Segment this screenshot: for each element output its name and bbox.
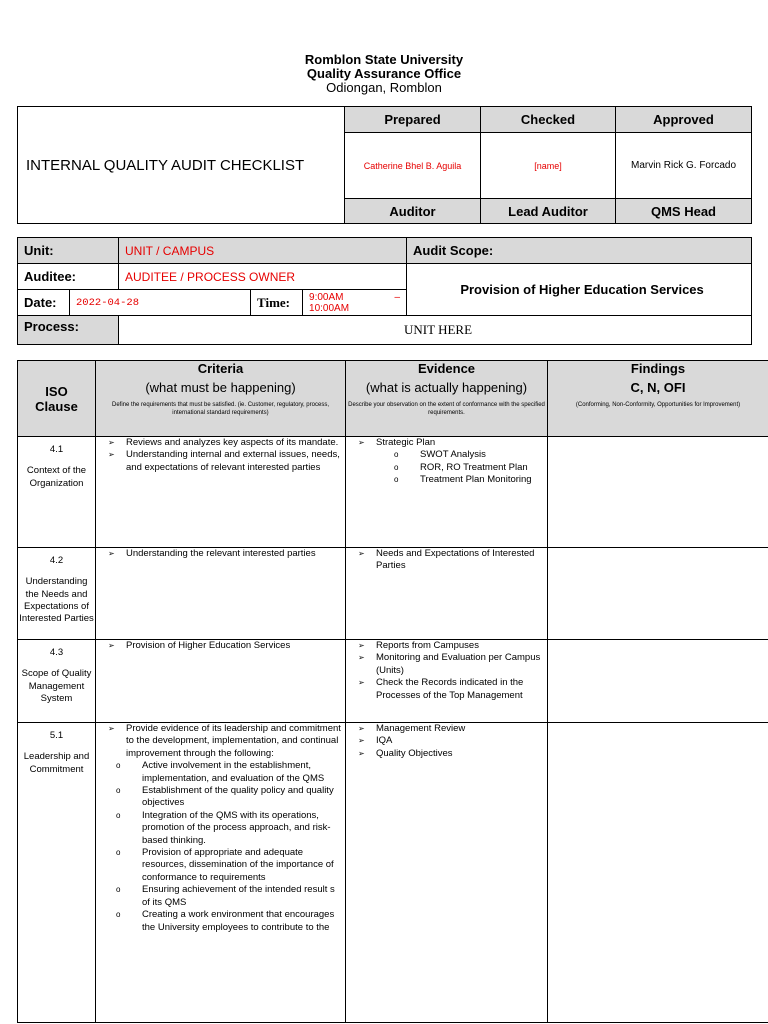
arrow-bullet-icon: ➢ [358,678,365,688]
time-dash: – [394,292,401,303]
evidence-subtitle: (what is actually happening) [365,380,528,395]
table-row [18,640,768,723]
unit-label: Unit: [18,238,119,264]
time-value [303,290,407,316]
arrow-bullet-icon: ➢ [108,549,115,558]
circle-bullet-icon: o [116,848,121,858]
circle-bullet-icon: o [116,885,121,895]
audit-scope-label: Audit Scope: [407,238,752,264]
arrow-bullet-icon: ➢ [108,641,115,650]
checklist-rows [18,437,768,1023]
item-text: Reviews and analyzes key aspects of its mandate. [126,437,339,448]
process-value: UNIT HERE [119,316,752,345]
list-item [104,437,341,449]
findings-cell[interactable] [548,437,768,548]
sub-list-item [394,449,547,461]
clause-number: 4.2 [49,555,64,566]
evidence-cell [346,437,548,548]
document-title: INTERNAL QUALITY AUDIT CHECKLIST [18,107,345,224]
circle-bullet-icon: o [394,450,399,460]
list-item [354,548,543,573]
criteria-subtitle: (what must be happening) [145,380,296,395]
arrow-bullet-icon: ➢ [358,438,365,447]
findings-title: Findings [630,361,686,376]
clause-title: Understanding the Needs and Expectations of Interested Parties [19,576,94,625]
checklist-table [17,360,768,1023]
arrow-bullet-icon: ➢ [358,641,365,650]
audit-info-table [17,237,752,345]
criteria-cell [96,723,346,1023]
circle-bullet-icon: o [116,761,121,771]
sub-list-item [116,760,345,785]
sub-item-text: Establishment of the quality policy and quality objectives [142,785,334,809]
arrow-bullet-icon: ➢ [358,653,365,663]
findings-note: (Conforming, Non-Conformity, Opportunities for Improvement) [575,402,741,408]
list-item [354,723,543,735]
sub-item-text: Treatment Plan Monitoring [420,474,532,486]
iso-clause-header: ISO Clause [18,361,96,437]
checked-header: Checked [481,107,616,133]
item-text: Understanding the relevant interested parties [126,548,316,559]
process-label: Process: [18,316,119,345]
findings-header [548,361,768,437]
clause-title: Leadership and Commitment [23,751,90,775]
circle-bullet-icon: o [394,462,399,472]
evidence-cell [346,548,548,640]
checked-name: [name] [481,133,616,199]
item-text: Monitoring and Evaluation per Campus (Units) [376,652,541,676]
prepared-name: Catherine Bhel B. Aguila [345,133,481,199]
sub-item-text: Creating a work environment that encourages the University employees to contribute to the [142,909,335,933]
item-text: Check the Records indicated in the Processes of the Top Management [376,677,524,701]
findings-subtitle: C, N, OFI [630,380,686,395]
arrow-bullet-icon: ➢ [358,724,365,733]
clause-number: 4.1 [49,444,64,455]
criteria-header [96,361,346,437]
table-row [18,723,768,1023]
clause-number: 5.1 [49,730,64,741]
date-value: 2022-04-28 [70,290,251,316]
list-item [354,735,543,747]
list-item [354,437,543,449]
criteria-cell [96,548,346,640]
arrow-bullet-icon: ➢ [358,549,365,558]
role-lead-auditor: Lead Auditor [481,199,616,224]
arrow-bullet-icon: ➢ [358,736,365,746]
prepared-header: Prepared [345,107,481,133]
location: Odiongan, Romblon [326,80,442,95]
item-text: Reports from Campuses [376,640,479,651]
evidence-cell [346,640,548,723]
approved-name: Marvin Rick G. Forcado [616,133,752,199]
item-text: Provision of Higher Education Services [126,640,291,651]
sub-list-item [116,785,345,810]
circle-bullet-icon: o [394,475,399,485]
sub-list-item [394,474,547,486]
item-text: Management Review [376,723,466,734]
approval-table [17,106,752,224]
time-start: 9:00AM [309,292,344,303]
criteria-title: Criteria [197,361,244,376]
sub-item-text: ROR, RO Treatment Plan [420,461,528,473]
criteria-note: Define the requirements that must be satisfied. (ie. Customer, regulatory, process, international standard requirements) [112,402,329,416]
item-text: Strategic Plan [376,437,436,448]
list-item [354,652,543,677]
circle-bullet-icon: o [116,810,121,820]
sub-item-text: Integration of the QMS with its operations, promotion of the process approach, and risk-based thinking. [142,809,331,846]
university-name: Romblon State University [304,52,464,67]
office-name: Quality Assurance Office [306,66,462,81]
arrow-bullet-icon: ➢ [108,438,115,447]
item-text: Quality Objectives [376,747,453,759]
findings-cell[interactable] [548,548,768,640]
clause-title: Scope of Quality Management System [21,668,92,704]
arrow-bullet-icon: ➢ [108,450,115,460]
auditee-label: Auditee: [18,264,119,290]
item-text: Understanding internal and external issues, needs, and expectations of relevant interested parties [126,449,340,473]
table-row [18,548,768,640]
item-text: Provide evidence of its leadership and commitment to the development, implementation, and continual improvement through the following: [126,723,341,759]
arrow-bullet-icon: ➢ [108,724,115,733]
findings-cell[interactable] [548,640,768,723]
evidence-note: Describe your observation on the extent of conformance with the specified requirements. [348,402,545,416]
circle-bullet-icon: o [116,786,121,796]
sub-list-item [116,884,345,909]
list-item [104,449,341,474]
criteria-cell [96,437,346,548]
sub-item-text: Provision of appropriate and adequate resources, dissemination of the importance of conformance to requirements [142,847,334,883]
criteria-cell [96,640,346,723]
date-label: Date: [18,290,70,316]
sub-item-text: Ensuring achievement of the intended result s of its QMS [142,884,335,908]
sub-item-text: Active involvement in the establishment, implementation, and evaluation of the QMS [142,760,325,784]
sub-list-item [116,810,345,847]
clause-title: Context of the Organization [26,465,87,489]
list-item [354,748,543,760]
iso-clause-cell [18,640,96,723]
iso-clause-cell [18,723,96,1023]
audit-scope-value: Provision of Higher Education Services [407,264,752,316]
list-item [354,677,543,702]
role-qms-head: QMS Head [616,199,752,224]
evidence-header [346,361,548,437]
table-row [18,437,768,548]
evidence-cell [346,723,548,1023]
approved-header: Approved [616,107,752,133]
sub-item-text: SWOT Analysis [420,449,486,461]
auditee-value: AUDITEE / PROCESS OWNER [119,264,407,290]
list-item [104,640,341,652]
sub-list-item [394,462,547,474]
role-auditor: Auditor [345,199,481,224]
list-item [104,548,341,560]
iso-clause-cell [18,437,96,548]
sub-list-item [116,909,345,934]
list-item [354,640,543,652]
arrow-bullet-icon: ➢ [358,748,365,758]
evidence-title: Evidence [417,361,476,376]
sub-list-item [116,847,345,884]
clause-number: 4.3 [49,647,64,658]
iso-clause-cell [18,548,96,640]
time-label: Time: [251,290,303,316]
list-item [104,723,341,760]
item-text: Needs and Expectations of Interested Parties [376,548,535,572]
circle-bullet-icon: o [116,910,121,920]
unit-value: UNIT / CAMPUS [119,238,407,264]
time-end: 10:00AM [309,303,350,314]
item-text: IQA [376,735,393,747]
findings-cell[interactable] [548,723,768,1023]
